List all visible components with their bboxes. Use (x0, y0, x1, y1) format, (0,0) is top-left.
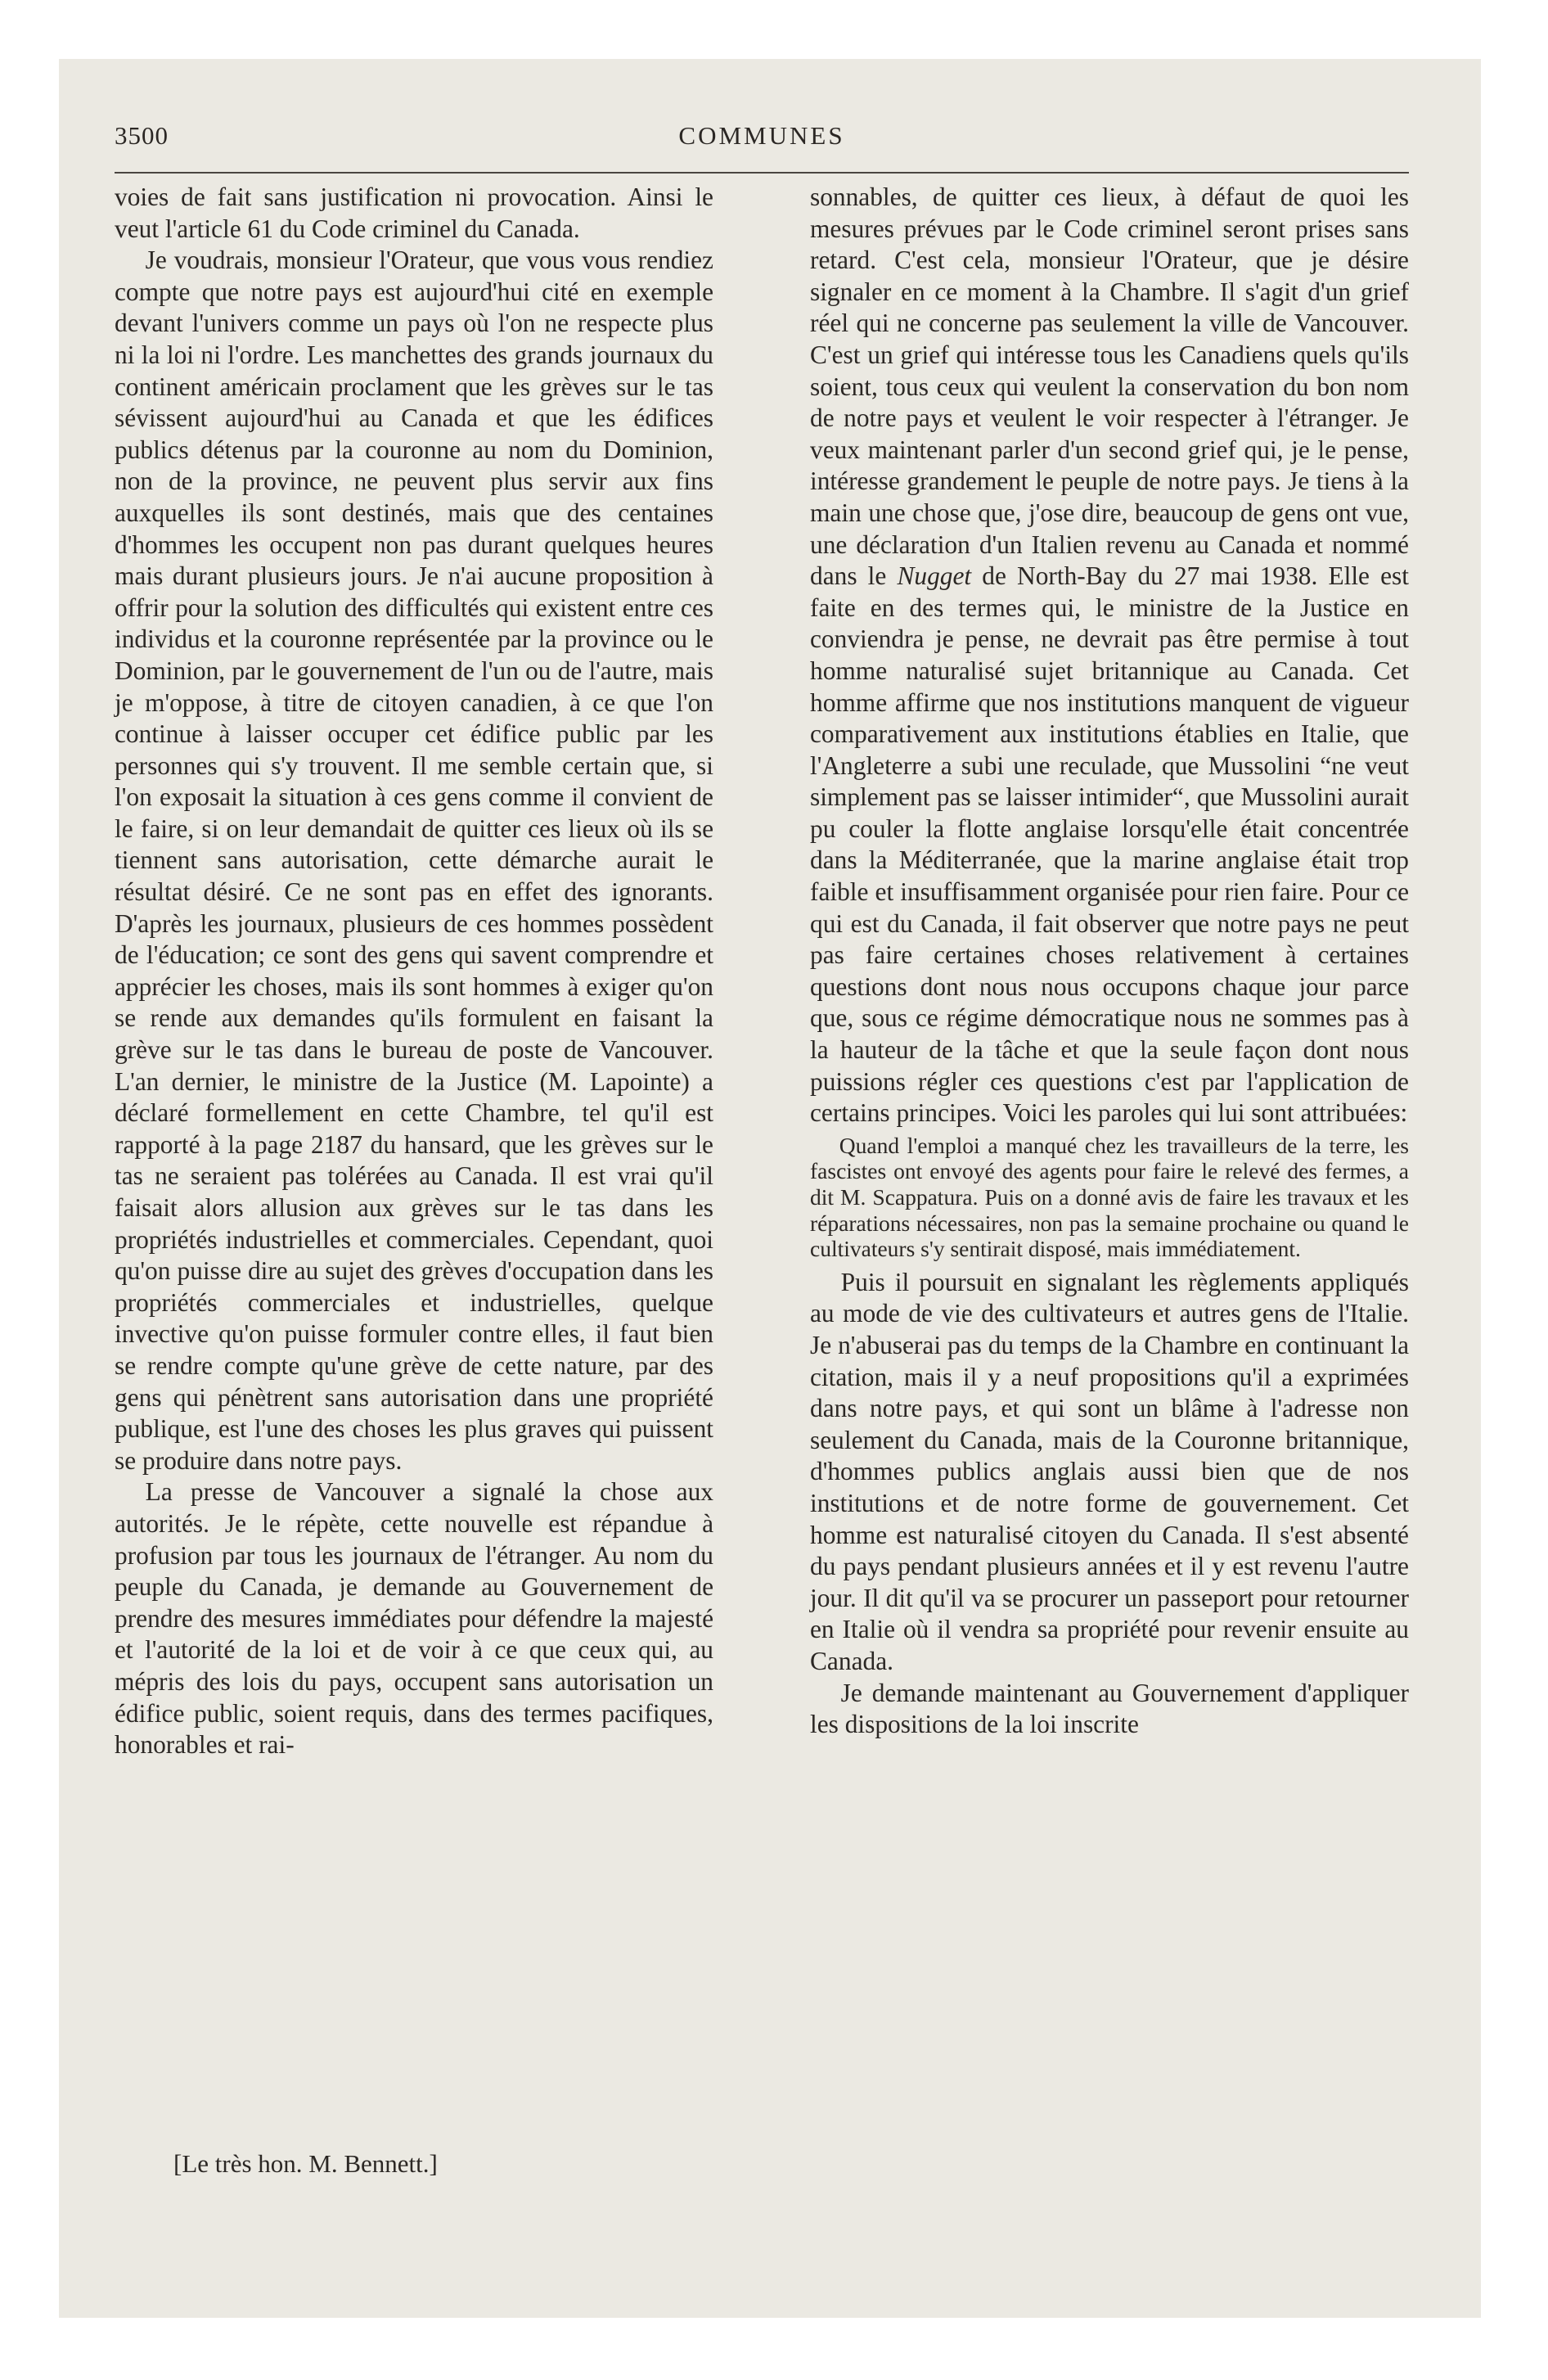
paragraph: Je demande maintenant au Gouvernement d'appliquer les dispositions de la loi inscrite (810, 1678, 1409, 1739)
left-column (115, 182, 713, 1761)
speaker-attribution: [Le très hon. M. Bennett.] (173, 2149, 438, 2178)
header-rule (115, 172, 1409, 174)
page-number: 3500 (115, 121, 169, 150)
paragraph-text: de North-Bay du 27 mai 1938. Elle est faite en des termes qui, le ministre de la Justice en conviendra je pense, ne devrait pas être permise à tout homme naturalisé sujet britannique au Canada. Cet homme affirme que nos institutions manquent de vigueur comparativement aux institutions établies en Italie, que l'Angleterre a subi une reculade, que Mussolini “ne veut simplement pas se laisser intimider“, que Mussolini aurait pu couler la flotte anglaise lorsqu'elle était concentrée dans la Méditerranée, que la marine anglaise était trop faible et insuffisamment organisée pour rien faire. Pour ce qui est du Canada, il fait observer que notre pays ne peut pas faire certaines choses relativement à certaines questions dont nous nous occupons chaque jour parce que, sous ce régime démocratique nous ne sommes pas à la hauteur de la tâche et que la seule façon dont nous puissions régler ces questions c'est par l'application de certains principes. Voici les paroles qui lui sont attribuées: (810, 561, 1409, 1128)
page-header (115, 121, 1409, 162)
right-column (810, 182, 1409, 1741)
newspaper-title: Nugget (897, 561, 972, 591)
paragraph: Je voudrais, monsieur l'Orateur, que vous vous rendiez compte que notre pays est aujourd'hui cité en exemple devant l'univers comme un pays où l'on ne respecte plus ni la loi ni l'ordre. Les manchettes des grands journaux du continent américain proclament que les grèves sur le tas sévissent aujourd'hui au Canada et que les édifices publics détenus par la couronne au nom du Dominion, non de la province, ne peuvent plus servir aux fins auxquelles ils sont destinés, mais que des centaines d'hommes les occupent non pas durant quelques heures mais durant plusieurs jours. Je n'ai aucune proposition à offrir pour la solution des difficultés qui existent entre ces individus et la couronne représentée par la province ou le Dominion, par le gouvernement de l'un ou de l'autre, mais je m'oppose, à titre de citoyen canadien, à ce que l'on continue à laisser occuper cet édifice public par les personnes qui s'y trouvent. Il me semble certain que, si l'on exposait la situation à ces gens comme il convient de le faire, si on leur demandait de quitter ces lieux où ils se tiennent sans autorisation, cette démarche aurait le résultat désiré. Ce ne sont pas en effet des ignorants. D'après les journaux, plusieurs de ces hommes possèdent de l'éducation; ce sont des gens qui savent comprendre et apprécier les choses, mais ils sont hommes à exiger qu'on se rende aux demandes qu'ils formulent en faisant la grève sur le tas dans le bureau de poste de Vancouver. L'an dernier, le ministre de la Justice (M. Lapointe) a déclaré formellement en cette Chambre, tel qu'il est rapporté à la page 2187 du hansard, que les grèves sur le tas ne seraient pas tolérées au Canada. Il est vrai qu'il faisait alors allusion aux grèves sur le tas dans les propriétés industrielles et commerciales. Cependant, quoi qu'on puisse dire au sujet des grèves d'occupation dans les propriétés commerciales et industrielles, quelque invective qu'on puisse formuler contre elles, il faut bien se rendre compte qu'une grève de cette nature, par des gens qui pénètrent sans autorisation dans une propriété publique, est l'une des choses les plus graves qui puissent se produire dans notre pays. (115, 246, 713, 1475)
running-head: COMMUNES (678, 121, 845, 150)
paragraph (810, 182, 1409, 1129)
paragraph: Puis il poursuit en signalant les règlements appliqués au mode de vie des cultivateurs et autres gens de l'Italie. Je n'abuserai pas du temps de la Chambre en continuant la citation, mais il y a neuf propositions qu'il a exprimées dans notre pays, et qui sont un blâme à l'adresse non seulement du Canada, mais de la Couronne britannique, d'hommes publics anglais aussi bien que de nos institutions et de notre forme de gouvernement. Cet homme est naturalisé citoyen du Canada. Il s'est absenté du pays pendant plusieurs années et il y est revenu l'autre jour. Il dit qu'il va se procurer un passeport pour retourner en Italie où il vendra sa propriété pour revenir ensuite au Canada. (810, 1267, 1409, 1675)
paragraph: voies de fait sans justification ni provocation. Ainsi le veut l'article 61 du Code criminel du Canada. (115, 183, 713, 243)
paragraph-text: sonnables, de quitter ces lieux, à défaut de quoi les mesures prévues par le Code criminel seront prises sans retard. C'est cela, monsieur l'Orateur, que je désire signaler en ce moment à la Chambre. Il s'agit d'un grief réel qui ne concerne pas seulement la ville de Vancouver. C'est un grief qui intéresse tous les Canadiens quels qu'ils soient, tous ceux qui veulent la conservation du bon nom de notre pays et veulent le voir respecter à l'étranger. Je veux maintenant parler d'un second grief qui, je le pense, intéresse grandement le peuple de notre pays. Je tiens à la main une chose que, j'ose dire, beaucoup de gens ont vue, une déclaration d'un Italien revenu au Canada et nommé dans le (810, 183, 1409, 591)
paragraph: La presse de Vancouver a signalé la chose aux autorités. Je le répète, cette nouvelle est répandue à profusion par tous les journaux de l'étranger. Au nom du peuple du Canada, je demande au Gouvernement de prendre des mesures immédiates pour défendre la majesté et l'autorité de la loi et de voir à ce que ceux qui, au mépris des lois du pays, occupent sans autorisation un édifice public, soient requis, dans des termes pacifiques, honorables et rai- (115, 1477, 713, 1760)
block-quote: Quand l'emploi a manqué chez les travailleurs de la terre, les fascistes ont envoyé des agents pour faire le relevé des fermes, a dit M. Scappatura. Puis on a donné avis de faire les travaux et les réparations nécessaires, non pas la semaine prochaine ou quand le cultivateurs s'y sentirait disposé, mais immédiatement. (810, 1132, 1409, 1262)
